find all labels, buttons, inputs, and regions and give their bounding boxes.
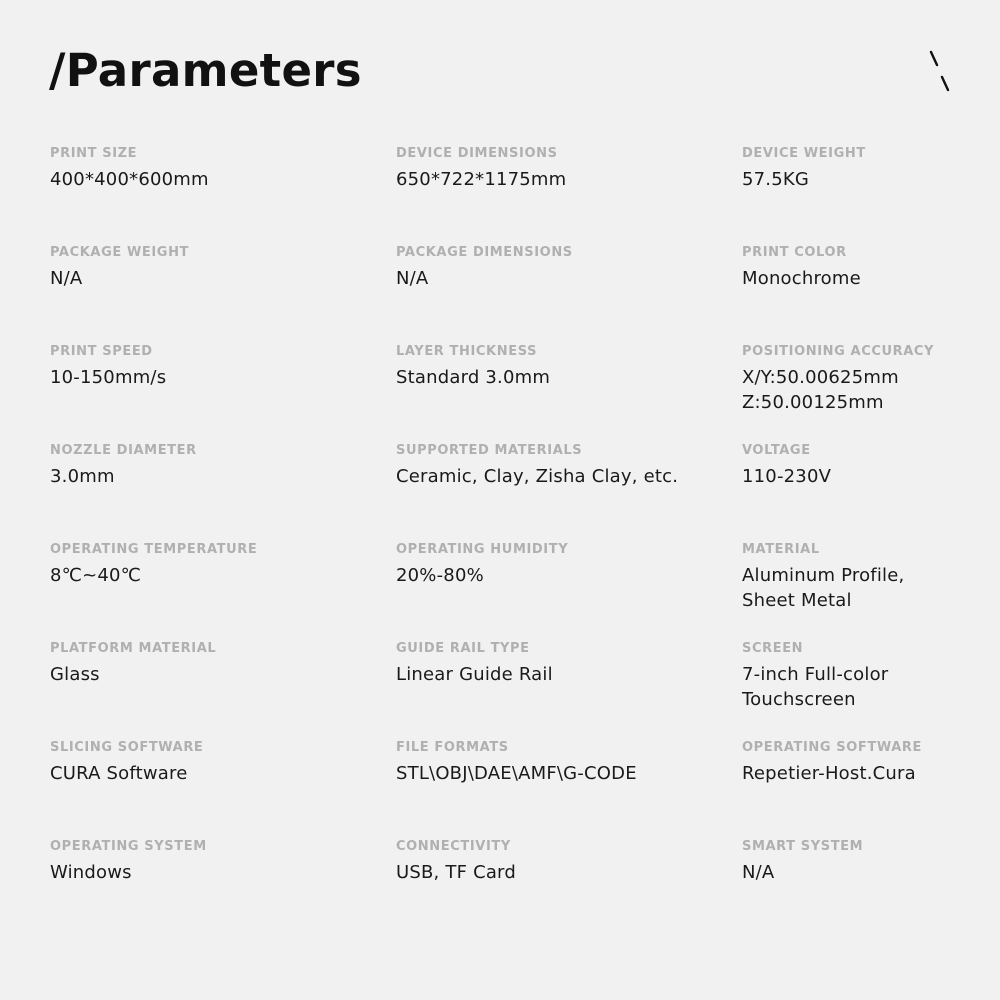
param-row — [49, 343, 969, 442]
param-value: 400*400*600mm — [50, 169, 209, 190]
param-screen — [742, 640, 1000, 712]
param-label: SUPPORTED MATERIALS — [396, 443, 583, 458]
param-platform-material — [50, 640, 380, 687]
param-value: 3.0mm — [50, 466, 115, 487]
param-value: N/A — [396, 268, 429, 289]
page-title: /Parameters — [49, 44, 362, 97]
param-value-line: Touchscreen — [742, 689, 856, 710]
param-operating-software — [742, 739, 1000, 786]
param-package-dimensions — [396, 244, 726, 291]
param-value-line: X/Y:50.00625mm — [742, 367, 899, 388]
param-label: PLATFORM MATERIAL — [50, 641, 217, 656]
param-label: SCREEN — [742, 641, 804, 656]
param-row — [49, 541, 969, 640]
param-value: N/A — [742, 862, 775, 883]
param-label: LAYER THICKNESS — [396, 344, 538, 359]
param-label: OPERATING TEMPERATURE — [50, 542, 258, 557]
param-value: Windows — [50, 862, 132, 883]
param-value-line: Aluminum Profile, — [742, 565, 905, 586]
param-value: Ceramic, Clay, Zisha Clay, etc. — [396, 466, 679, 487]
param-label: OPERATING HUMIDITY — [396, 542, 569, 557]
param-value: 20%-80% — [396, 565, 484, 586]
double-backslash-icon — [924, 48, 954, 96]
param-label: POSITIONING ACCURACY — [742, 344, 935, 359]
param-supported-materials — [396, 442, 726, 489]
param-label: DEVICE WEIGHT — [742, 146, 866, 161]
param-row — [49, 739, 969, 838]
param-label: DEVICE DIMENSIONS — [396, 146, 558, 161]
param-connectivity — [396, 838, 726, 885]
param-row — [49, 244, 969, 343]
param-label: PRINT SPEED — [50, 344, 153, 359]
param-file-formats — [396, 739, 726, 786]
param-value-line: Sheet Metal — [742, 590, 852, 611]
param-value: Repetier-Host.Cura — [742, 763, 916, 784]
param-value: 8℃~40℃ — [50, 565, 142, 586]
param-value: Monochrome — [742, 268, 861, 289]
param-print-speed — [50, 343, 380, 390]
param-value-line: 7-inch Full-color — [742, 664, 889, 685]
param-slicing-software — [50, 739, 380, 786]
param-label: OPERATING SYSTEM — [50, 839, 207, 854]
param-label: PRINT SIZE — [50, 146, 138, 161]
param-value: 57.5KG — [742, 169, 810, 190]
param-label: VOLTAGE — [742, 443, 811, 458]
param-operating-system — [50, 838, 380, 885]
param-device-dimensions — [396, 145, 726, 192]
param-label: SMART SYSTEM — [742, 839, 864, 854]
param-value: N/A — [50, 268, 83, 289]
param-package-weight — [50, 244, 380, 291]
param-operating-temperature — [50, 541, 380, 588]
param-value: 650*722*1175mm — [396, 169, 567, 190]
param-value-line: Z:50.00125mm — [742, 392, 884, 413]
param-value: STL\OBJ\DAE\AMF\G-CODE — [396, 763, 637, 784]
param-material — [742, 541, 1000, 613]
param-row — [49, 145, 969, 244]
param-layer-thickness — [396, 343, 726, 390]
param-value: Glass — [50, 664, 100, 685]
param-label: OPERATING SOFTWARE — [742, 740, 922, 755]
param-device-weight — [742, 145, 1000, 192]
param-label: FILE FORMATS — [396, 740, 509, 755]
param-value: CURA Software — [50, 763, 188, 784]
param-value — [742, 662, 1000, 712]
param-row — [49, 838, 969, 937]
param-value: USB, TF Card — [396, 862, 516, 883]
param-value: 110-230V — [742, 466, 832, 487]
param-operating-humidity — [396, 541, 726, 588]
param-nozzle-diameter — [50, 442, 380, 489]
param-label: GUIDE RAIL TYPE — [396, 641, 530, 656]
param-value — [742, 365, 1000, 415]
param-label: MATERIAL — [742, 542, 820, 557]
param-guide-rail-type — [396, 640, 726, 687]
param-label: CONNECTIVITY — [396, 839, 511, 854]
param-value: Linear Guide Rail — [396, 664, 553, 685]
param-print-color — [742, 244, 1000, 291]
param-smart-system — [742, 838, 1000, 885]
param-row — [49, 640, 969, 739]
param-value: Standard 3.0mm — [396, 367, 551, 388]
param-label: PACKAGE DIMENSIONS — [396, 245, 573, 260]
param-print-size — [50, 145, 380, 192]
param-value: 10-150mm/s — [50, 367, 167, 388]
param-value — [742, 563, 1000, 613]
param-label: NOZZLE DIAMETER — [50, 443, 197, 458]
param-label: PACKAGE WEIGHT — [50, 245, 190, 260]
param-row — [49, 442, 969, 541]
param-positioning-accuracy — [742, 343, 1000, 415]
param-label: SLICING SOFTWARE — [50, 740, 204, 755]
param-label: PRINT COLOR — [742, 245, 847, 260]
param-voltage — [742, 442, 1000, 489]
